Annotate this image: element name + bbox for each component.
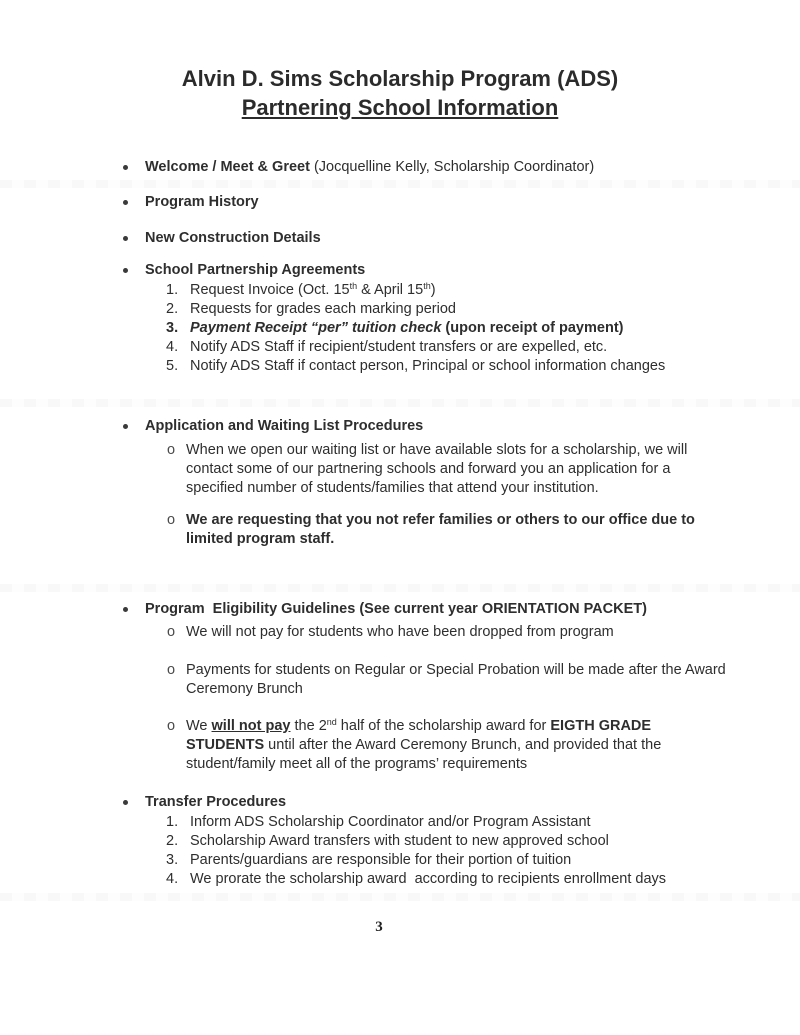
circle-marker: o <box>167 624 176 640</box>
bullet-icon <box>123 607 128 612</box>
scan-artifact <box>0 893 800 901</box>
title-line-1: Alvin D. Sims Scholarship Program (ADS) <box>181 66 619 91</box>
sub-item-text: We will not pay the 2nd half of the scholarship award for EIGTH GRADE STUDENTS until after the Award Ceremony Brunch, and provided that the student/family meet all of the programs’ requirements <box>186 717 666 772</box>
circle-marker: o <box>167 512 176 528</box>
bullet-item-program-history <box>120 193 730 212</box>
list-item-text: Scholarship Award transfers with student to new approved school <box>190 833 609 849</box>
list-item <box>120 281 730 300</box>
list-item <box>120 870 730 889</box>
bullet-item-eligibility <box>120 600 730 619</box>
list-item-text: Notify ADS Staff if recipient/student transfers or are expelled, etc. <box>190 339 608 355</box>
transfer-list <box>120 813 730 889</box>
page-number: 3 <box>375 919 383 935</box>
partnership-heading: School Partnership Agreements <box>145 262 366 278</box>
list-number: 2. <box>166 833 179 849</box>
bullet-icon <box>123 268 128 273</box>
list-item-text: Parents/guardians are responsible for their portion of tuition <box>190 852 572 868</box>
bullet-item-new-construction <box>120 229 730 248</box>
list-number: 3. <box>166 320 179 336</box>
bullet-icon <box>123 236 128 241</box>
sub-item-text: We are requesting that you not refer families or others to our office due to limited program staff. <box>186 512 699 547</box>
bullet-icon <box>123 424 128 429</box>
list-item-text: Notify ADS Staff if contact person, Principal or school information changes <box>190 358 666 374</box>
list-item <box>120 813 730 832</box>
bullet-item-welcome <box>120 158 730 177</box>
list-item-text: We prorate the scholarship award according to recipients enrollment days <box>190 871 667 887</box>
program-history-heading: Program History <box>145 194 259 210</box>
list-number: 4. <box>166 871 179 887</box>
new-construction-heading: New Construction Details <box>145 230 321 246</box>
superscript: nd <box>326 717 337 727</box>
page-footer <box>0 918 800 937</box>
bullet-item-transfer <box>120 793 730 812</box>
partnership-list <box>120 281 730 376</box>
sub-item <box>120 511 710 549</box>
bullet-item-partnership <box>120 261 730 280</box>
bullet-icon <box>123 165 128 170</box>
welcome-heading: Welcome / Meet & Greet <box>145 159 310 175</box>
sub-item-text: When we open our waiting list or have available slots for a scholarship, we will contact some of our partnering schools and forward you an application for a specified number of students/families that attend your institution. <box>186 442 692 496</box>
sub-item <box>120 441 730 498</box>
sub-item <box>120 623 730 642</box>
list-item <box>120 832 730 851</box>
circle-marker: o <box>167 662 176 678</box>
title-line-2: Partnering School Information <box>241 95 559 120</box>
sub-item-text: We will not pay for students who have been dropped from program <box>186 624 614 640</box>
sub-item <box>120 661 730 699</box>
bullet-icon <box>123 200 128 205</box>
list-item <box>120 319 730 338</box>
list-item <box>120 851 730 870</box>
welcome-detail: (Jocquelline Kelly, Scholarship Coordinator) <box>309 159 595 175</box>
document-body <box>0 158 800 889</box>
list-item-text: Requests for grades each marking period <box>190 301 456 317</box>
circle-marker: o <box>167 442 176 458</box>
circle-marker: o <box>167 718 176 734</box>
list-number: 5. <box>166 358 179 374</box>
bullet-item-application <box>120 417 730 436</box>
list-item <box>120 357 730 376</box>
list-number: 2. <box>166 301 179 317</box>
superscript: th <box>423 281 431 291</box>
eligibility-heading: Program Eligibility Guidelines (See current year ORIENTATION PACKET) <box>145 601 647 617</box>
sub-item-text: Payments for students on Regular or Special Probation will be made after the Award Ceremony Brunch <box>186 662 730 697</box>
list-item-text: Request Invoice (Oct. 15th & April 15th) <box>190 281 436 298</box>
application-heading: Application and Waiting List Procedures <box>145 418 424 434</box>
list-number: 4. <box>166 339 179 355</box>
list-number: 3. <box>166 852 179 868</box>
list-item-text: Inform ADS Scholarship Coordinator and/or Program Assistant <box>190 814 591 830</box>
list-item <box>120 300 730 319</box>
list-number: 1. <box>166 814 179 830</box>
sub-item <box>120 717 730 774</box>
bullet-icon <box>123 800 128 805</box>
list-item-text: Payment Receipt “per” tuition check (upon receipt of payment) <box>190 320 624 336</box>
transfer-heading: Transfer Procedures <box>145 794 287 810</box>
document-title <box>0 0 800 122</box>
list-item <box>120 338 730 357</box>
superscript: th <box>349 281 358 291</box>
list-number: 1. <box>166 282 179 298</box>
